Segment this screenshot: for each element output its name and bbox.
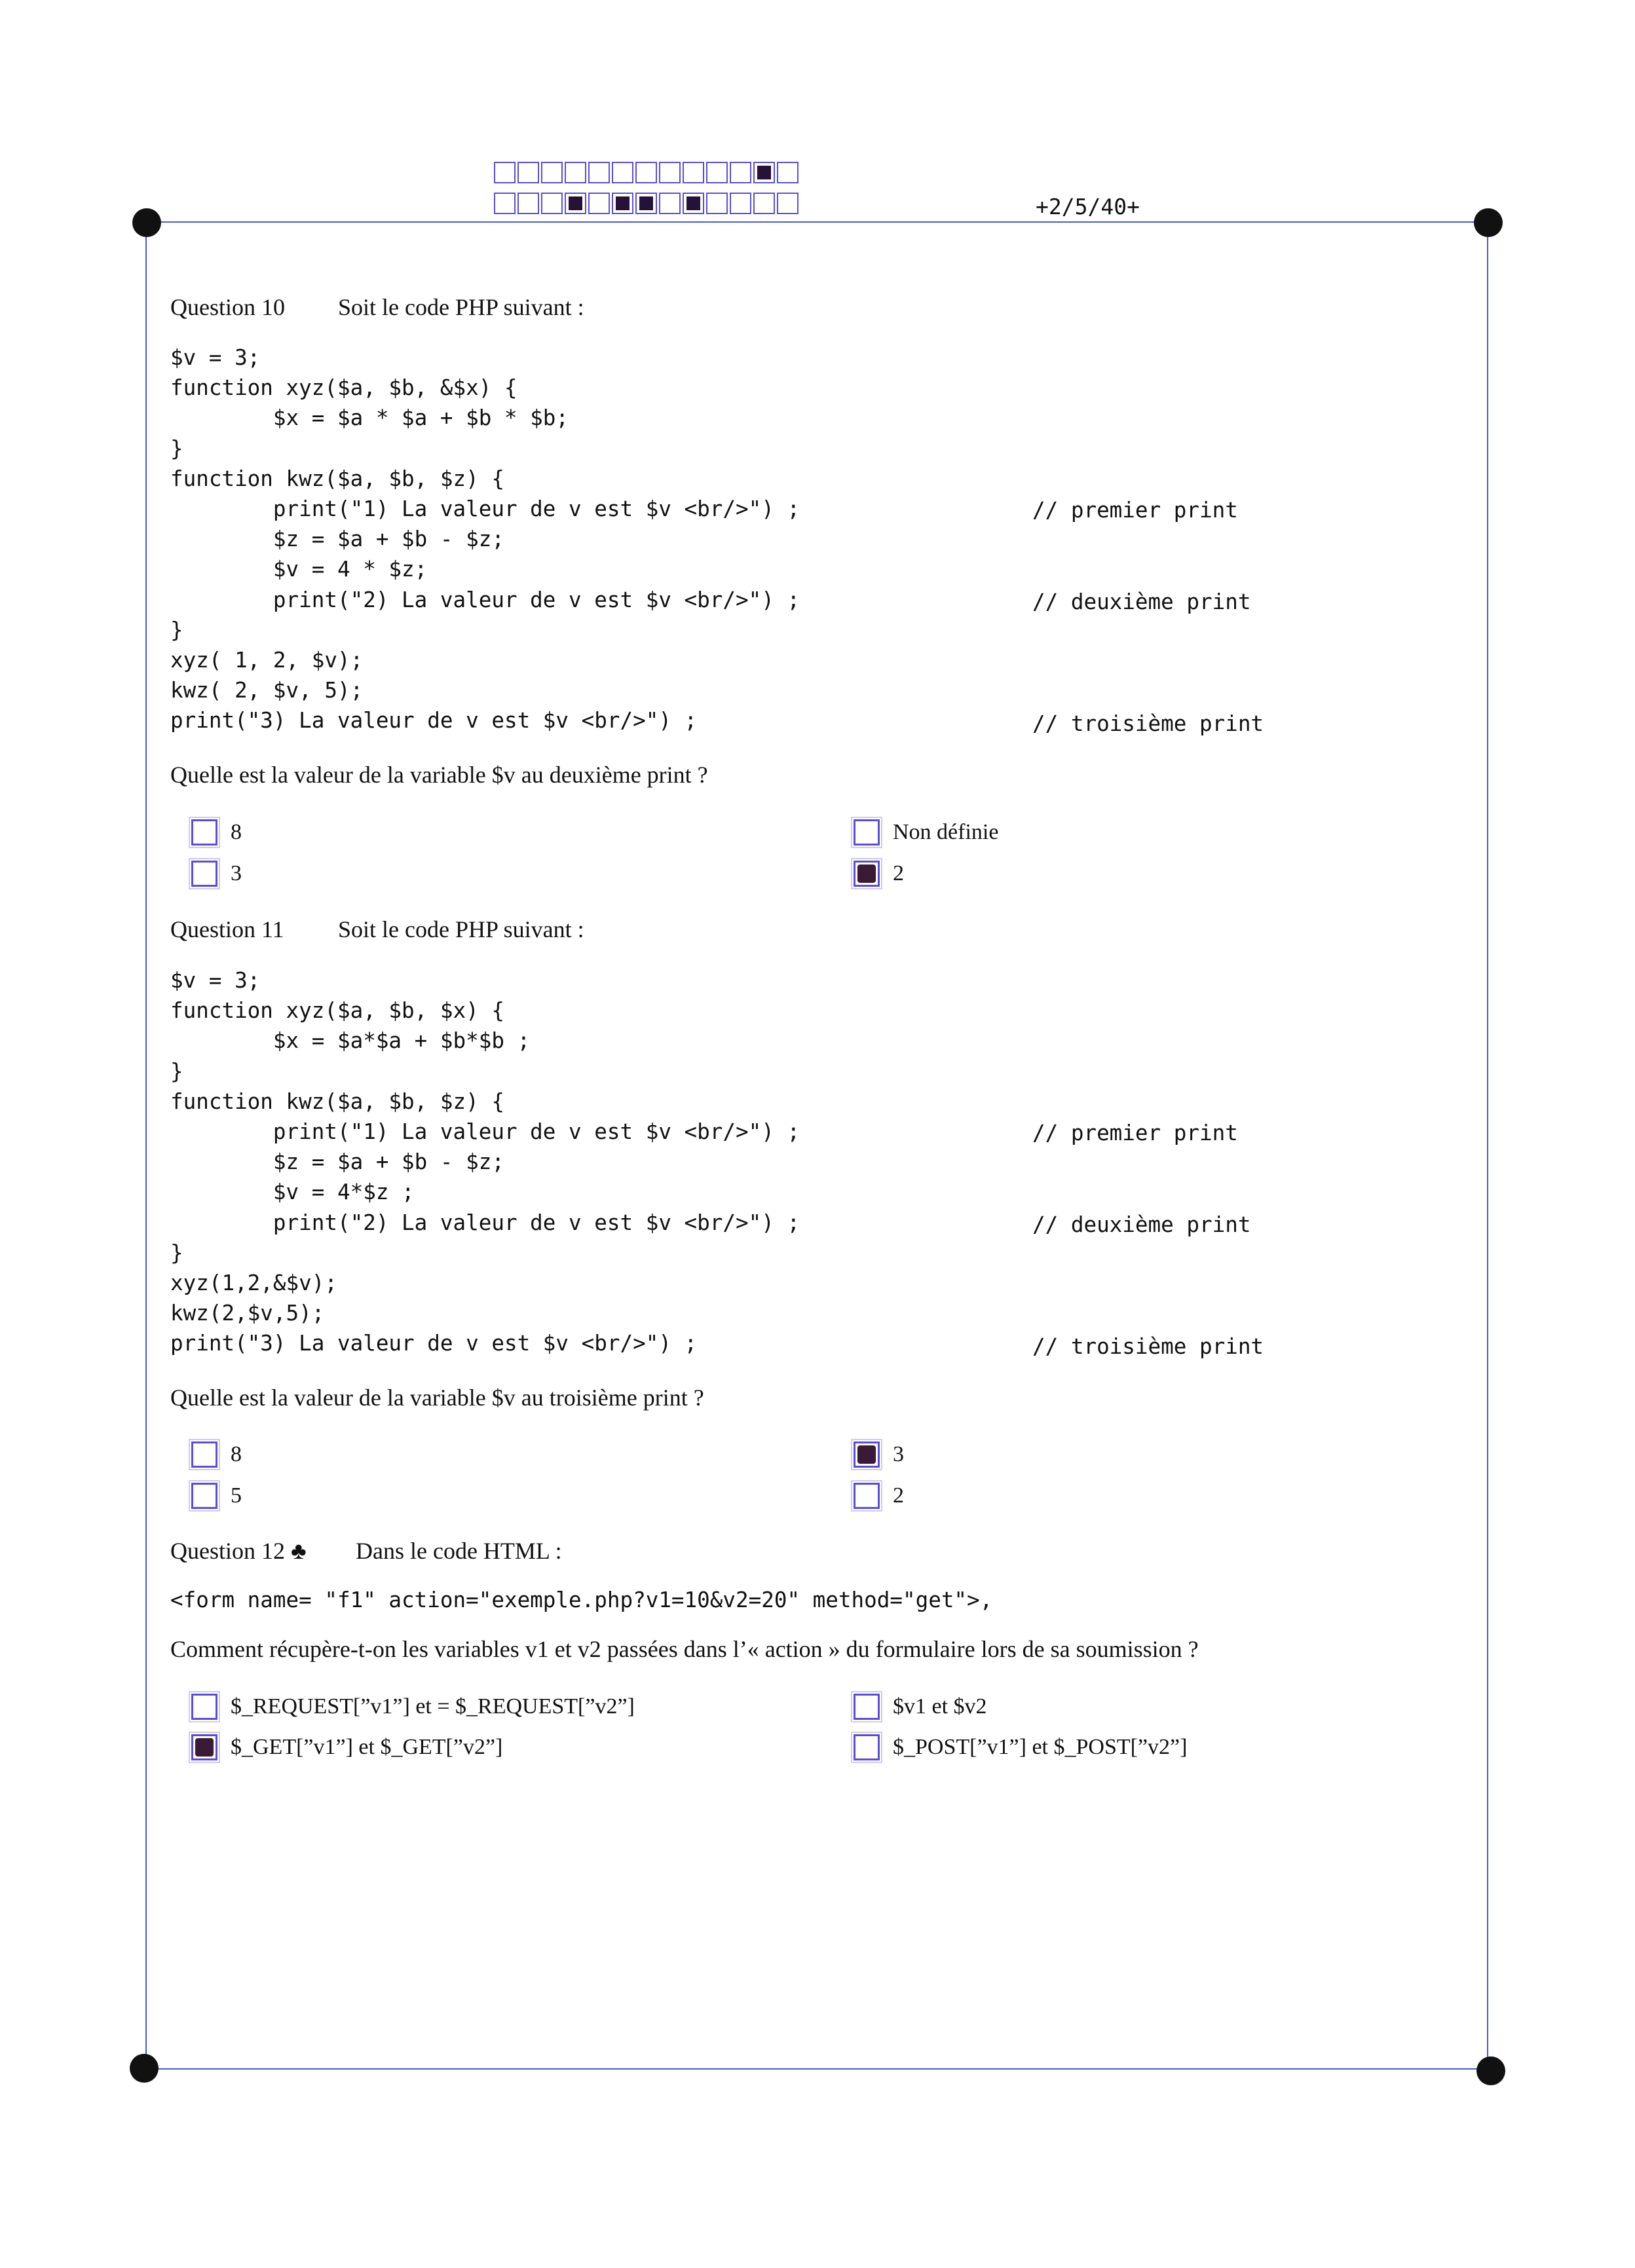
code-box-filled	[565, 193, 586, 214]
question-10-prompt: Quelle est la valeur de la variable $v au deuxième print ?	[170, 762, 708, 788]
question-12-prompt: Comment récupère-t-on les variables v1 et v2 passées dans l’« action » du formulaire lors de sa soumission ?	[170, 1636, 1199, 1662]
question-10-code: $v = 3; function xyz($a, $b, &$x) { $x = $a * $a + $b * $b; } function kwz($a, $b, $z) { print("1) La valeur de v est $v <br/>") ; $z = $a + $b - $z; $v = 4 * $z; print("2) La valeur de v est $v <br/>") ; } xyz( 1, 2, $v); kwz( 2, $v, 5); print("3) La valeur de v est $v <br/>") ;	[170, 345, 800, 734]
code-box-empty	[541, 193, 563, 214]
comment-troisieme-print: // troisième print	[1032, 711, 1264, 736]
answer-option[interactable]	[854, 1734, 1187, 1760]
answer-label: 3	[893, 1442, 904, 1466]
answer-checkbox[interactable]	[854, 1694, 880, 1720]
answer-checkbox-checked[interactable]	[854, 1441, 880, 1468]
frame-left-line	[145, 223, 147, 2068]
question-10-header	[170, 293, 584, 321]
answer-option[interactable]	[191, 1694, 635, 1720]
question-11-code: $v = 3; function xyz($a, $b, $x) { $x = $a*$a + $b*$b ; } function kwz($a, $b, $z) { print("1) La valeur de v est $v <br/>") ; $z = $a + $b - $z; $v = 4*$z ; print("2) La valeur de v est $v <br/>") ; } xyz(1,2,&$v); kwz(2,$v,5); print("3) La valeur de v est $v <br/>") ;	[170, 968, 800, 1356]
code-box-empty	[659, 193, 681, 214]
answer-label: Non définie	[893, 820, 999, 844]
frame-bottom-line	[143, 2068, 1491, 2070]
code-box-filled	[753, 162, 775, 183]
question-intro: Soit le code PHP suivant :	[338, 916, 584, 942]
code-box-row-2	[494, 193, 800, 214]
frame-top-line	[145, 221, 1488, 223]
code-box-filled	[612, 193, 633, 214]
code-box-empty	[612, 162, 633, 183]
code-box-filled	[635, 193, 657, 214]
code-box-empty	[753, 193, 775, 214]
answer-checkbox[interactable]	[191, 1483, 217, 1509]
answer-checkbox[interactable]	[854, 1734, 880, 1760]
question-11-prompt: Quelle est la valeur de la variable $v au troisième print ?	[170, 1385, 704, 1411]
code-box-empty	[494, 193, 516, 214]
code-box-empty	[494, 162, 516, 183]
answer-option[interactable]	[854, 1694, 987, 1720]
code-box-row-1	[494, 162, 800, 183]
page-id: +2/5/40+	[1036, 194, 1140, 219]
code-box-empty	[565, 162, 586, 183]
code-box-empty	[541, 162, 563, 183]
answer-option[interactable]	[854, 819, 998, 846]
corner-marker-bottom-left	[130, 2054, 159, 2083]
code-box-empty	[777, 162, 799, 183]
code-box-empty	[588, 193, 610, 214]
question-label: Question 10	[170, 294, 285, 320]
code-box-filled	[683, 193, 704, 214]
answer-checkbox[interactable]	[191, 1441, 217, 1468]
answer-label: $v1 et $v2	[893, 1694, 987, 1719]
answer-label: $_REQUEST[”v1”] et = $_REQUEST[”v2”]	[231, 1694, 635, 1719]
comment-troisieme-print: // troisième print	[1032, 1334, 1264, 1359]
answer-label: 2	[893, 861, 904, 885]
answer-option[interactable]	[191, 1483, 242, 1509]
answer-option[interactable]	[854, 861, 904, 887]
question-11-header	[170, 916, 584, 943]
question-label: Question 12 ♣	[170, 1538, 307, 1564]
code-box-empty	[777, 193, 799, 214]
question-label: Question 11	[170, 916, 284, 942]
question-12-header	[170, 1537, 562, 1565]
answer-checkbox[interactable]	[191, 1694, 217, 1720]
comment-premier-print: // premier print	[1032, 1121, 1238, 1145]
code-box-empty	[706, 193, 728, 214]
answer-label: 8	[231, 820, 242, 844]
code-box-empty	[659, 162, 681, 183]
answer-checkbox[interactable]	[854, 819, 880, 846]
question-12-code: <form name= "f1" action="exemple.php?v1=10&v2=20" method="get">,	[170, 1588, 993, 1612]
answer-label: 5	[231, 1483, 242, 1508]
answer-checkbox[interactable]	[854, 1483, 880, 1509]
answer-label: $_POST[”v1”] et $_POST[”v2”]	[893, 1735, 1188, 1759]
corner-marker-top-right	[1474, 208, 1503, 237]
answer-label: 8	[231, 1442, 242, 1466]
corner-marker-bottom-right	[1476, 2056, 1505, 2085]
code-box-empty	[730, 193, 751, 214]
answer-option[interactable]	[191, 819, 242, 846]
frame-right-line	[1487, 223, 1488, 2068]
question-intro: Dans le code HTML :	[356, 1538, 562, 1564]
code-box-empty	[517, 162, 539, 183]
question-intro: Soit le code PHP suivant :	[338, 294, 584, 320]
answer-option[interactable]	[191, 1734, 502, 1760]
code-box-empty	[730, 162, 751, 183]
code-box-empty	[517, 193, 539, 214]
corner-marker-top-left	[132, 208, 161, 237]
answer-label: 3	[231, 861, 242, 885]
answer-label: $_GET[”v1”] et $_GET[”v2”]	[231, 1735, 503, 1759]
comment-deuxieme-print: // deuxième print	[1032, 1212, 1251, 1237]
code-box-empty	[588, 162, 610, 183]
answer-label: 2	[893, 1483, 904, 1508]
comment-deuxieme-print: // deuxième print	[1032, 589, 1251, 614]
answer-checkbox-checked[interactable]	[191, 1734, 217, 1760]
answer-checkbox[interactable]	[191, 861, 217, 887]
answer-option[interactable]	[854, 1441, 904, 1468]
answer-checkbox-checked[interactable]	[854, 861, 880, 887]
answer-option[interactable]	[854, 1483, 904, 1509]
answer-checkbox[interactable]	[191, 819, 217, 846]
answer-option[interactable]	[191, 1441, 242, 1468]
code-box-empty	[706, 162, 728, 183]
code-box-empty	[683, 162, 704, 183]
comment-premier-print: // premier print	[1032, 498, 1238, 523]
answer-option[interactable]	[191, 861, 242, 887]
code-box-empty	[635, 162, 657, 183]
